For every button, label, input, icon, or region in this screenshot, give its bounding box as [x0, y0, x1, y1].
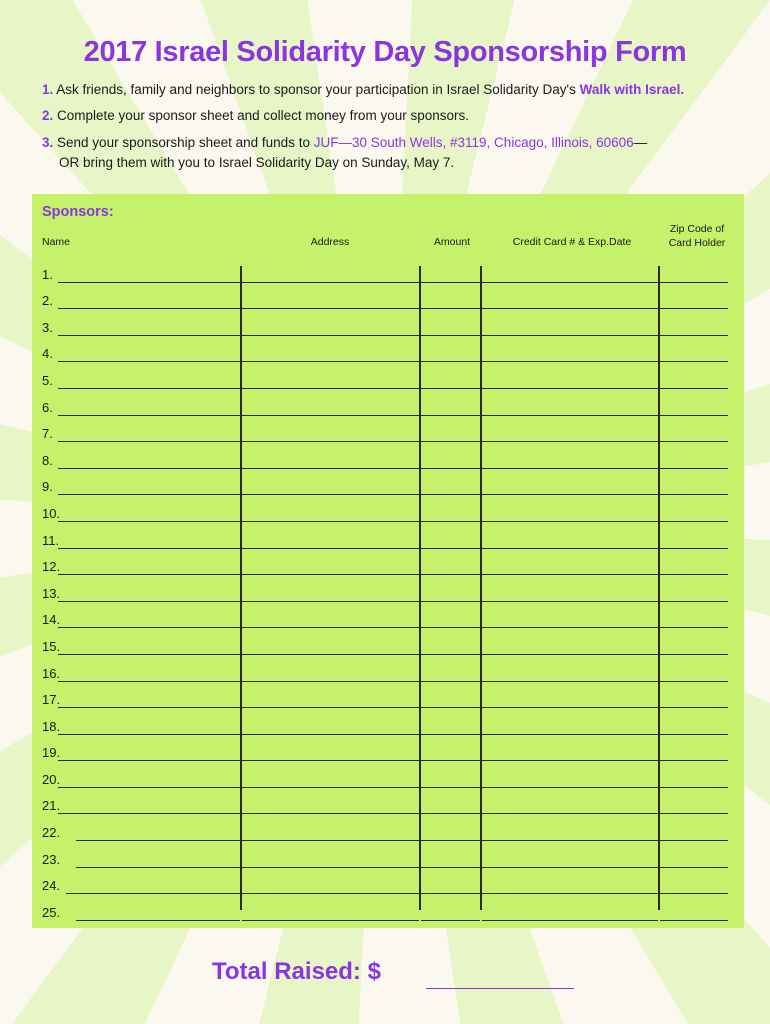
amount-field[interactable]: [421, 654, 480, 655]
sponsor-row: [32, 471, 744, 498]
instruction-3-number: 3.: [42, 135, 54, 150]
row-number: 14.: [42, 612, 61, 628]
address-field[interactable]: [242, 494, 419, 495]
row-number: 3.: [42, 319, 53, 335]
row-number: 20.: [42, 771, 61, 787]
sponsor-row: [32, 657, 744, 684]
sponsor-row: [32, 551, 744, 578]
instruction-2-text: Complete your sponsor sheet and collect money from your sponsors.: [57, 108, 469, 123]
zip-field[interactable]: [660, 574, 728, 575]
name-field[interactable]: [58, 415, 240, 416]
zip-field[interactable]: [660, 840, 728, 841]
sponsor-row: [32, 497, 744, 524]
amount-field[interactable]: [421, 920, 480, 921]
address-field[interactable]: [242, 654, 419, 655]
sponsors-panel: [32, 194, 744, 928]
name-field[interactable]: [58, 707, 240, 708]
address-field[interactable]: [242, 840, 419, 841]
row-number: 1.: [42, 266, 53, 282]
name-field[interactable]: [58, 282, 240, 283]
row-number: 2.: [42, 293, 53, 309]
zip-field[interactable]: [660, 760, 728, 761]
zip-field[interactable]: [660, 494, 728, 495]
address-field[interactable]: [242, 468, 419, 469]
zip-field[interactable]: [660, 388, 728, 389]
address-field[interactable]: [242, 920, 419, 921]
instruction-2-number: 2.: [42, 108, 54, 123]
zip-field[interactable]: [660, 282, 728, 283]
credit-card-field[interactable]: [482, 415, 658, 416]
address-field[interactable]: [242, 787, 419, 788]
sponsor-row: [32, 258, 744, 285]
credit-card-field[interactable]: [482, 308, 658, 309]
credit-card-field[interactable]: [482, 654, 658, 655]
name-field[interactable]: [58, 308, 240, 309]
sponsor-row: [32, 524, 744, 551]
credit-card-field[interactable]: [482, 707, 658, 708]
zip-field[interactable]: [660, 361, 728, 362]
name-field[interactable]: [58, 361, 240, 362]
amount-field[interactable]: [421, 893, 480, 894]
zip-field[interactable]: [660, 734, 728, 735]
sponsor-row: [32, 338, 744, 365]
amount-field[interactable]: [421, 441, 480, 442]
credit-card-field[interactable]: [482, 441, 658, 442]
amount-field[interactable]: [421, 574, 480, 575]
sponsor-row: [32, 870, 744, 897]
total-raised-field[interactable]: [426, 988, 574, 989]
row-number: 19.: [42, 745, 61, 761]
zip-field[interactable]: [660, 787, 728, 788]
row-number: 25.: [42, 904, 61, 920]
zip-field[interactable]: [660, 654, 728, 655]
credit-card-field[interactable]: [482, 920, 658, 921]
column-header-name: Name: [42, 236, 71, 248]
sponsor-row: [32, 391, 744, 418]
credit-card-field[interactable]: [482, 574, 658, 575]
credit-card-field[interactable]: [482, 388, 658, 389]
column-header-zip-line1: Zip Code of: [669, 223, 725, 235]
name-field[interactable]: [66, 893, 240, 894]
address-field[interactable]: [242, 415, 419, 416]
row-number: 6.: [42, 399, 53, 415]
amount-field[interactable]: [421, 361, 480, 362]
amount-field[interactable]: [421, 308, 480, 309]
credit-card-field[interactable]: [482, 282, 658, 283]
row-number: 7.: [42, 426, 53, 442]
address-field[interactable]: [242, 574, 419, 575]
instruction-1: [42, 80, 742, 100]
zip-field[interactable]: [660, 441, 728, 442]
sponsor-row: [32, 896, 744, 923]
amount-field[interactable]: [421, 415, 480, 416]
zip-field[interactable]: [660, 893, 728, 894]
sponsor-row: [32, 604, 744, 631]
row-number: 15.: [42, 638, 61, 654]
zip-field[interactable]: [660, 813, 728, 814]
sponsor-row: [32, 630, 744, 657]
amount-field[interactable]: [421, 601, 480, 602]
address-field[interactable]: [242, 335, 419, 336]
credit-card-field[interactable]: [482, 494, 658, 495]
amount-field[interactable]: [421, 840, 480, 841]
sponsor-row: [32, 843, 744, 870]
address-field[interactable]: [242, 308, 419, 309]
sponsor-rows: [32, 258, 744, 923]
amount-field[interactable]: [421, 627, 480, 628]
amount-field[interactable]: [421, 867, 480, 868]
credit-card-field[interactable]: [482, 867, 658, 868]
credit-card-field[interactable]: [482, 548, 658, 549]
credit-card-field[interactable]: [482, 893, 658, 894]
zip-field[interactable]: [660, 867, 728, 868]
address-field[interactable]: [242, 361, 419, 362]
address-field[interactable]: [242, 441, 419, 442]
name-field[interactable]: [58, 813, 240, 814]
row-number: 22.: [42, 825, 61, 841]
row-number: 11.: [42, 532, 60, 548]
credit-card-field[interactable]: [482, 840, 658, 841]
juf-address: JUF—30 South Wells, #3119, Chicago, Illinois, 60606: [313, 135, 634, 150]
name-field[interactable]: [58, 734, 240, 735]
address-field[interactable]: [242, 521, 419, 522]
row-number: 4.: [42, 346, 53, 362]
name-field[interactable]: [58, 548, 240, 549]
zip-field[interactable]: [660, 707, 728, 708]
credit-card-field[interactable]: [482, 361, 658, 362]
instruction-2: [42, 106, 742, 126]
credit-card-field[interactable]: [482, 734, 658, 735]
row-number: 8.: [42, 452, 53, 468]
amount-field[interactable]: [421, 760, 480, 761]
address-field[interactable]: [242, 548, 419, 549]
column-header-zip-line2: Card Holder: [668, 237, 726, 249]
address-field[interactable]: [242, 388, 419, 389]
amount-field[interactable]: [421, 521, 480, 522]
address-field[interactable]: [242, 282, 419, 283]
row-number: 5.: [42, 372, 53, 388]
name-field[interactable]: [58, 441, 240, 442]
zip-field[interactable]: [660, 521, 728, 522]
address-field[interactable]: [242, 707, 419, 708]
amount-field[interactable]: [421, 681, 480, 682]
instruction-3-continuation: OR bring them with you to Israel Solidarity Day on Sunday, May 7.: [59, 155, 455, 170]
row-number: 24.: [42, 878, 61, 894]
row-number: 17.: [42, 692, 61, 708]
instruction-3-dash: —: [633, 135, 648, 150]
name-field[interactable]: [58, 494, 240, 495]
zip-field[interactable]: [660, 308, 728, 309]
row-number: 16.: [42, 665, 61, 681]
credit-card-field[interactable]: [482, 468, 658, 469]
credit-card-field[interactable]: [482, 760, 658, 761]
credit-card-field[interactable]: [482, 521, 658, 522]
sponsor-row: [32, 577, 744, 604]
address-field[interactable]: [242, 601, 419, 602]
credit-card-field[interactable]: [482, 813, 658, 814]
row-number: 18.: [42, 718, 61, 734]
row-number: 9.: [42, 479, 53, 495]
zip-field[interactable]: [660, 415, 728, 416]
name-field[interactable]: [76, 920, 240, 921]
instruction-1-text: Ask friends, family and neighbors to sponsor your participation in Israel Solidarity Day's: [56, 82, 576, 97]
column-header-zip: [660, 222, 734, 250]
name-field[interactable]: [58, 787, 240, 788]
instruction-1-number: 1.: [42, 82, 54, 97]
sponsor-row: [32, 816, 744, 843]
total-raised-label: Total Raised: $: [212, 958, 381, 985]
name-field[interactable]: [76, 840, 240, 841]
walk-with-israel-text: Walk with Israel.: [579, 82, 685, 97]
name-field[interactable]: [58, 388, 240, 389]
column-header-credit-card: Credit Card # & Exp.Date: [512, 236, 632, 248]
credit-card-field[interactable]: [482, 335, 658, 336]
instruction-3: [42, 133, 742, 173]
name-field[interactable]: [58, 601, 240, 602]
amount-field[interactable]: [421, 494, 480, 495]
address-field[interactable]: [242, 813, 419, 814]
address-field[interactable]: [242, 867, 419, 868]
address-field[interactable]: [242, 760, 419, 761]
amount-field[interactable]: [421, 388, 480, 389]
sponsor-row: [32, 737, 744, 764]
zip-field[interactable]: [660, 548, 728, 549]
sponsor-row: [32, 790, 744, 817]
sponsor-row: [32, 311, 744, 338]
zip-field[interactable]: [660, 920, 728, 921]
credit-card-field[interactable]: [482, 787, 658, 788]
name-field[interactable]: [58, 681, 240, 682]
zip-field[interactable]: [660, 681, 728, 682]
address-field[interactable]: [242, 627, 419, 628]
address-field[interactable]: [242, 893, 419, 894]
amount-field[interactable]: [421, 813, 480, 814]
instruction-3-text: Send your sponsorship sheet and funds to: [57, 135, 310, 150]
amount-field[interactable]: [421, 548, 480, 549]
name-field[interactable]: [76, 867, 240, 868]
column-header-amount: Amount: [433, 236, 471, 248]
credit-card-field[interactable]: [482, 601, 658, 602]
name-field[interactable]: [58, 574, 240, 575]
amount-field[interactable]: [421, 787, 480, 788]
credit-card-field[interactable]: [482, 681, 658, 682]
name-field[interactable]: [58, 760, 240, 761]
name-field[interactable]: [58, 468, 240, 469]
sponsor-row: [32, 444, 744, 471]
credit-card-field[interactable]: [482, 627, 658, 628]
name-field[interactable]: [58, 521, 240, 522]
zip-field[interactable]: [660, 627, 728, 628]
amount-field[interactable]: [421, 468, 480, 469]
row-number: 10.: [42, 505, 61, 521]
row-number: 13.: [42, 585, 61, 601]
sponsor-row: [32, 364, 744, 391]
column-header-address: Address: [310, 236, 350, 248]
sponsor-row: [32, 763, 744, 790]
zip-field[interactable]: [660, 335, 728, 336]
name-field[interactable]: [58, 654, 240, 655]
name-field[interactable]: [58, 627, 240, 628]
row-number: 21.: [42, 798, 61, 814]
sponsor-row: [32, 285, 744, 312]
amount-field[interactable]: [421, 282, 480, 283]
zip-field[interactable]: [660, 601, 728, 602]
amount-field[interactable]: [421, 734, 480, 735]
amount-field[interactable]: [421, 335, 480, 336]
row-number: 23.: [42, 851, 61, 867]
address-field[interactable]: [242, 681, 419, 682]
sponsor-row: [32, 710, 744, 737]
zip-field[interactable]: [660, 468, 728, 469]
row-number: 12.: [42, 559, 61, 575]
sponsor-row: [32, 684, 744, 711]
sponsors-heading: Sponsors:: [42, 204, 114, 220]
address-field[interactable]: [242, 734, 419, 735]
sponsor-row: [32, 418, 744, 445]
name-field[interactable]: [58, 335, 240, 336]
page-title: 2017 Israel Solidarity Day Sponsorship Form: [83, 36, 687, 68]
amount-field[interactable]: [421, 707, 480, 708]
